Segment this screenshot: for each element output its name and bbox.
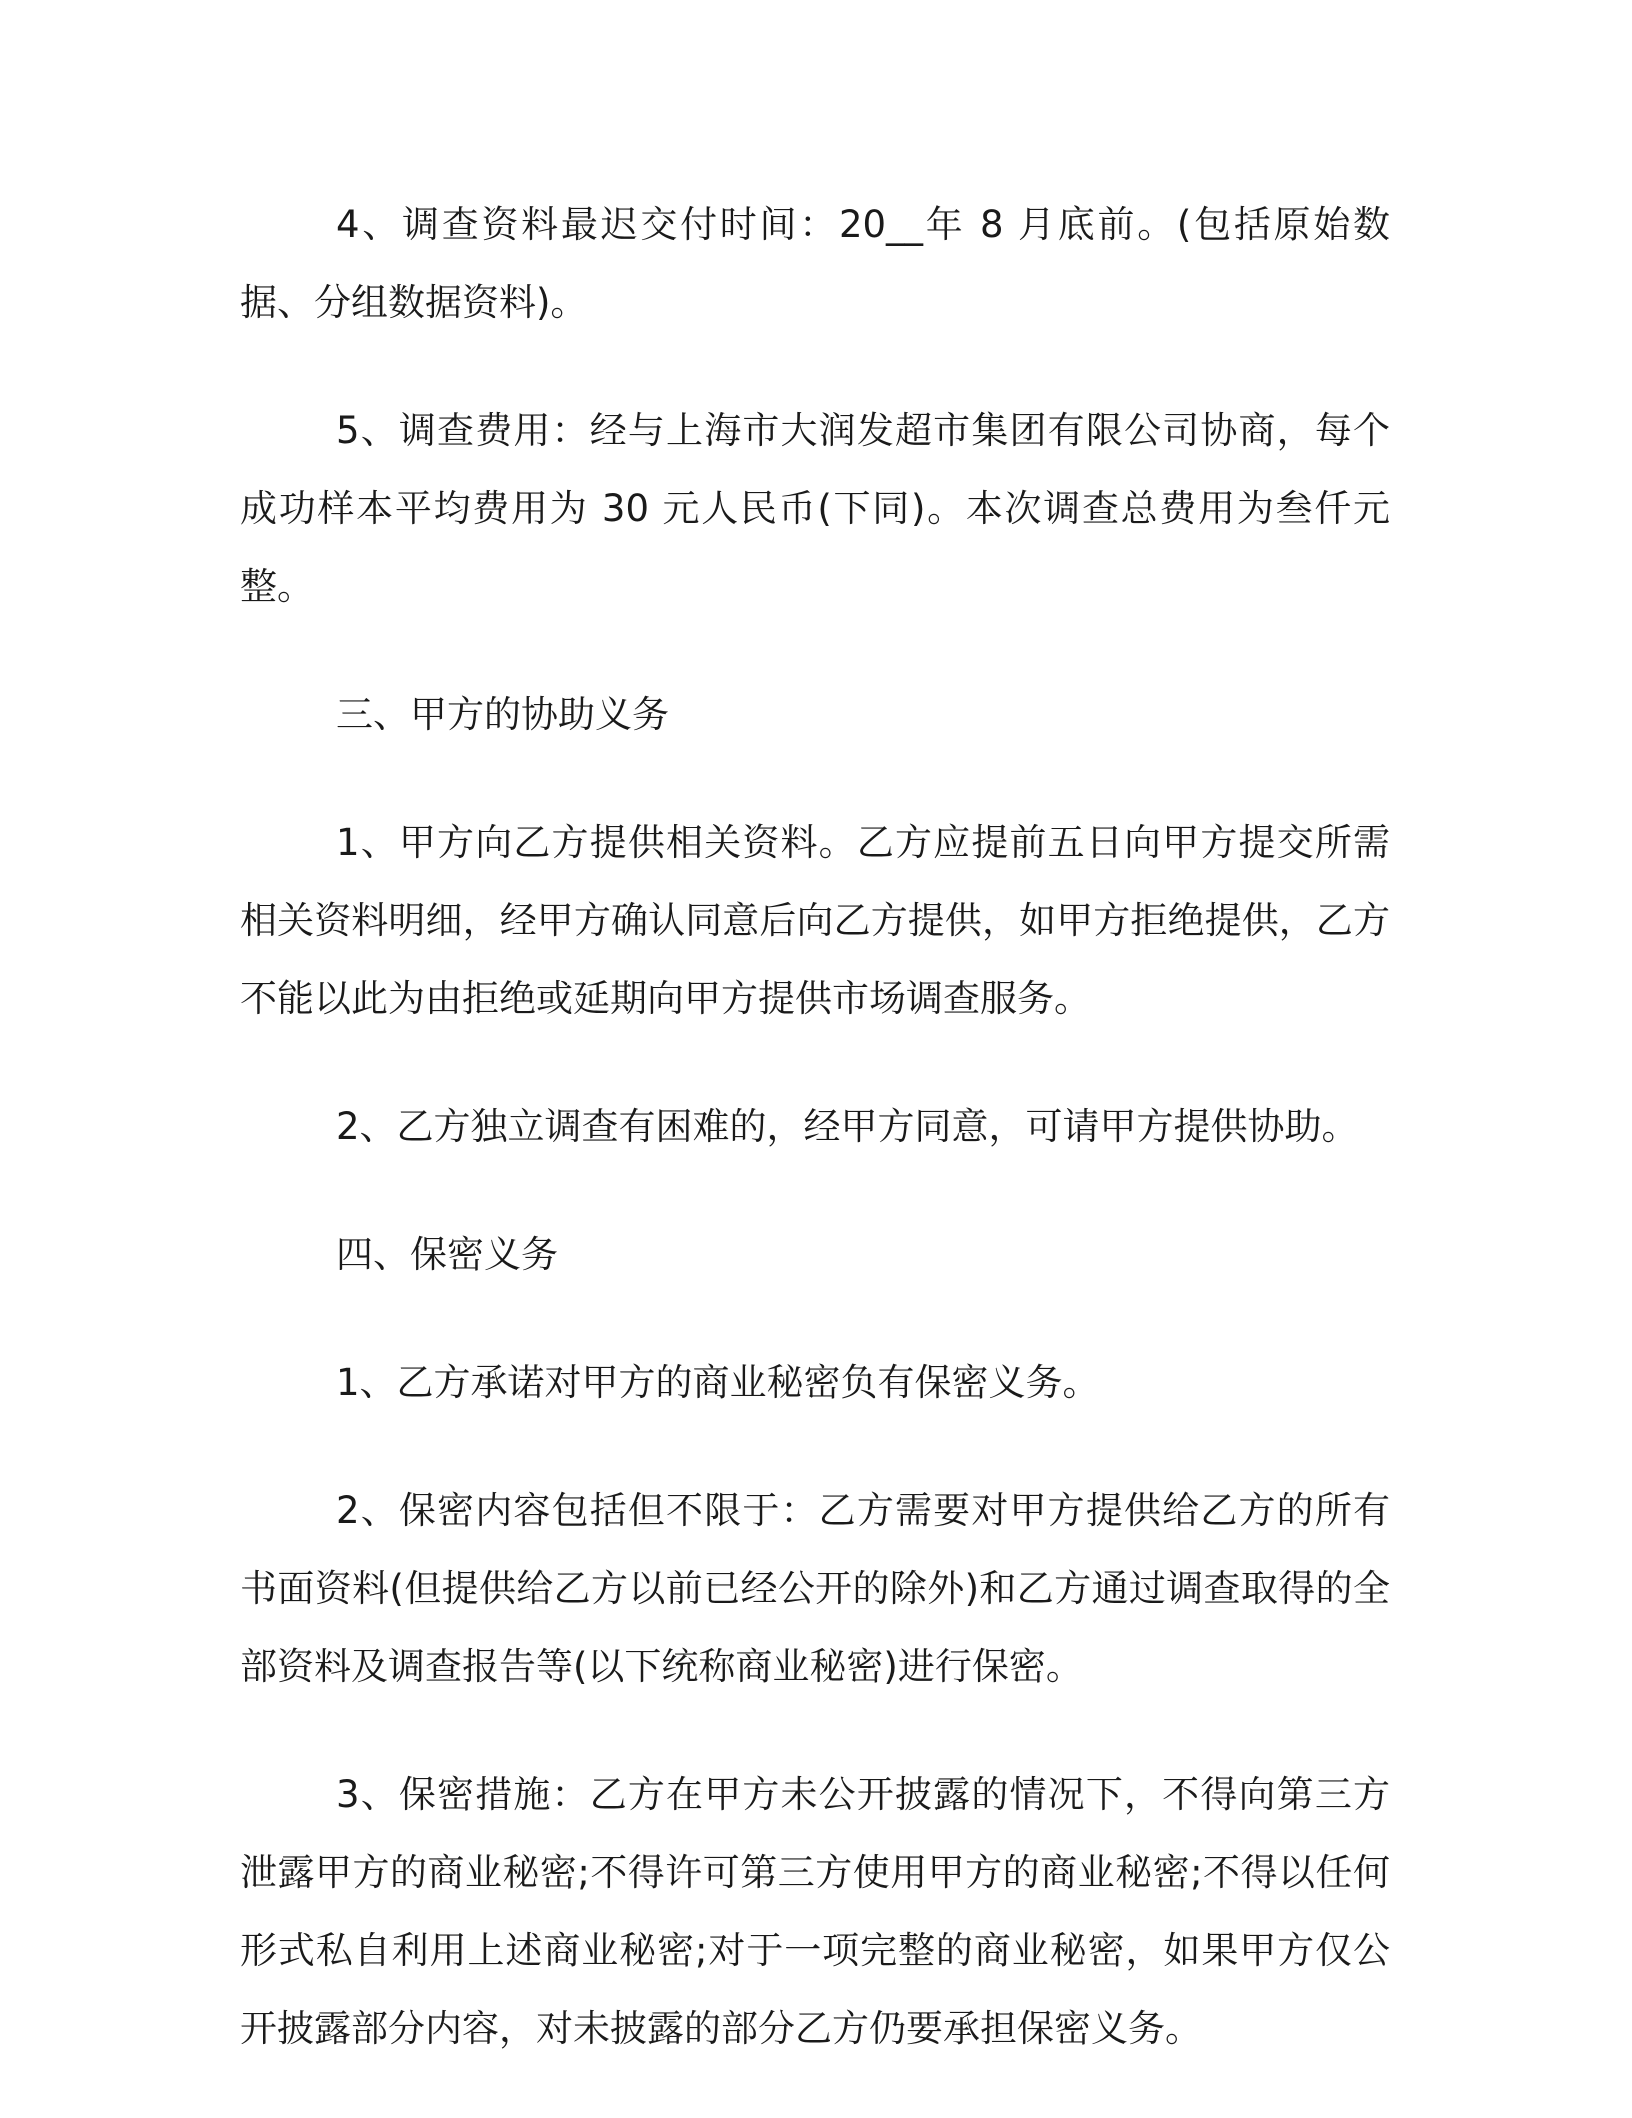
paragraph-item-5-survey-fee: 5、调查费用：经与上海市大润发超市集团有限公司协商，每个成功样本平均费用为 30 元人民币(下同)。本次调查总费用为叁仟元整。 xyxy=(240,409,1390,608)
paragraph-item-4-delivery-time: 4、调查资料最迟交付时间：20__年 8 月底前。(包括原始数据、分组数据资料)。 xyxy=(240,203,1390,324)
paragraph-confidentiality-item-1: 1、乙方承诺对甲方的商业秘密负有保密义务。 xyxy=(336,1361,1100,1404)
paragraph-assistance-item-1: 1、甲方向乙方提供相关资料。乙方应提前五日向甲方提交所需相关资料明细，经甲方确认同意后向乙方提供，如甲方拒绝提供，乙方不能以此为由拒绝或延期向甲方提供市场调查服务。 xyxy=(240,821,1390,1020)
section-heading-4-confidentiality: 四、保密义务 xyxy=(336,1233,558,1276)
paragraph-confidentiality-item-2: 2、保密内容包括但不限于：乙方需要对甲方提供给乙方的所有书面资料(但提供给乙方以前已经公开的除外)和乙方通过调查取得的全部资料及调查报告等(以下统称商业秘密)进行保密。 xyxy=(240,1489,1390,1688)
paragraph-assistance-item-2: 2、乙方独立调查有困难的，经甲方同意，可请甲方提供协助。 xyxy=(336,1105,1359,1148)
document-body xyxy=(240,186,1390,2118)
paragraph-confidentiality-item-3: 3、保密措施：乙方在甲方未公开披露的情况下，不得向第三方泄露甲方的商业秘密;不得许可第三方使用甲方的商业秘密;不得以任何形式私自利用上述商业秘密;对于一项完整的商业秘密，如果甲方仅公开披露部分内容，对未披露的部分乙方仍要承担保密义务。 xyxy=(240,1773,1390,2050)
section-heading-3-party-a-assistance: 三、甲方的协助义务 xyxy=(336,693,669,736)
